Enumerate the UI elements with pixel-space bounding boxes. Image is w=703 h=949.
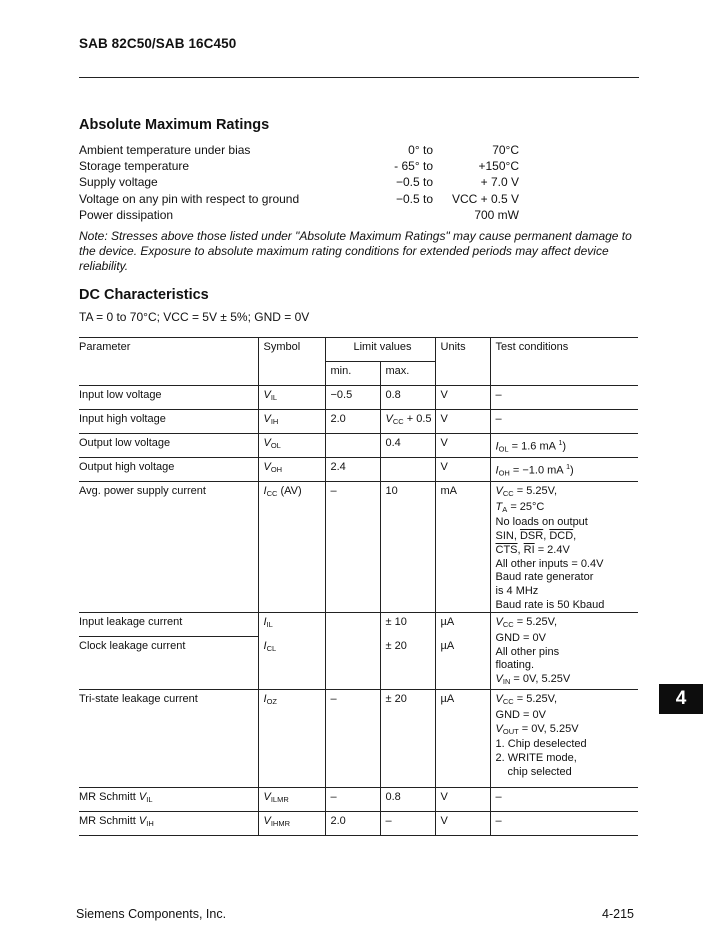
max-cell: 0.8 <box>380 788 435 812</box>
header-test-conditions: Test conditions <box>490 338 638 362</box>
rating-max: 700 mW <box>474 207 519 222</box>
max-cell: ± 20 <box>380 690 435 788</box>
min-cell: 2.4 <box>325 458 380 482</box>
min-cell <box>325 434 380 458</box>
param-output-high-voltage: Output high voltage <box>79 458 258 482</box>
max-cell <box>380 458 435 482</box>
test-cell-power: $V_{CC} = 5.25V$, $T_A = 25^\circ C$ No loads on output SIN, $\overline{DSR}$, $\overline{DCD}$, $\overline{CTS}$, $\overline{RI} = 2.4V$ All other inputs = 0.4V Baud rate generator is 4 MHz Baud rate is 50 Kbaud <box>490 482 638 613</box>
param-avg-power-supply-current: Avg. power supply current <box>79 482 258 613</box>
param-input-high-voltage: Input high voltage <box>79 410 258 434</box>
unit-cell: V <box>435 434 490 458</box>
rating-min: 0° to <box>408 143 433 157</box>
table-row <box>79 458 638 482</box>
min-cell: – <box>325 690 380 788</box>
param-input-low-voltage: Input low voltage <box>79 386 258 410</box>
header-symbol: Symbol <box>258 338 325 362</box>
dc-conditions: TA = 0 to 70°C; VCC = 5V ± 5%; GND = 0V <box>79 310 310 324</box>
param-mr-schmitt-vih: MR Schmitt $V_{IH}$ <box>79 812 258 836</box>
ratings-row <box>79 174 519 190</box>
table-row <box>79 386 638 410</box>
table-row <box>79 482 638 613</box>
rating-label: Ambient temperature under bias <box>79 143 251 157</box>
rating-min <box>371 207 433 223</box>
table-row <box>79 788 638 812</box>
header-units: Units <box>435 338 490 362</box>
rating-min: - 65° to <box>394 159 433 174</box>
rating-min: −0.5 to <box>395 175 433 190</box>
param-tri-state-leakage-current: Tri-state leakage current <box>79 690 258 788</box>
table-row <box>79 410 638 434</box>
rating-max: + 7.0 V <box>480 175 519 190</box>
param-output-low-voltage: Output low voltage <box>79 434 258 458</box>
rating-label: Storage temperature <box>79 159 190 174</box>
max-cell: – <box>380 812 435 836</box>
footer-publisher: Siemens Components, Inc. <box>76 907 227 921</box>
max-cell: 10 <box>380 482 435 613</box>
ratings-note: Note: Stresses above those listed under "Absolute Maximum Ratings" may cause permanent damage to the device. Exposure to absolute maximum rating conditions for extended periods may affect device reliability. <box>79 229 632 273</box>
max-cell: 0.4 <box>380 434 435 458</box>
header-min: min. <box>325 362 380 386</box>
param-input-leakage-current: Input leakage current <box>79 613 258 637</box>
unit-cell: µA <box>435 637 490 690</box>
min-cell: 2.0 <box>325 812 380 836</box>
document-header: SAB 82C50/SAB 16C450 <box>79 36 237 51</box>
symbol-cell: $I_{CC}$ (AV) <box>258 482 325 613</box>
ratings-row <box>79 207 519 223</box>
unit-cell: mA <box>435 482 490 613</box>
test-cell: – <box>490 410 638 434</box>
max-cell: ± 10 <box>380 613 435 637</box>
test-cell-tristate: $V_{CC} = 5.25V$, GND = 0V $V_{OUT} = 0V$, 5.25V 1. Chip deselected 2. WRITE mode, chip selected <box>490 690 638 788</box>
test-cell-leakage: $V_{CC} = 5.25V$, GND = 0V All other pins floating. $V_{IN} = 0V$, 5.25V <box>490 613 638 690</box>
test-cell: – <box>490 788 638 812</box>
table-row <box>79 812 638 836</box>
min-cell: – <box>325 482 380 613</box>
rating-min: −0.5 to <box>395 191 433 206</box>
symbol-cell: $I_{IL}$ <box>258 613 325 637</box>
unit-cell: V <box>435 410 490 434</box>
symbol-cell: $I_{CL}$ <box>258 637 325 690</box>
ratings-row <box>79 158 519 174</box>
min-cell <box>325 637 380 690</box>
dc-characteristics-table <box>79 337 638 836</box>
dc-header-row <box>79 338 638 362</box>
footer-page-number: 4-215 <box>602 907 634 921</box>
unit-cell: µA <box>435 613 490 637</box>
table-row <box>79 690 638 788</box>
unit-cell: V <box>435 386 490 410</box>
symbol-cell: $V_{IL}$ <box>258 386 325 410</box>
min-cell: – <box>325 788 380 812</box>
min-cell: −0.5 <box>325 386 380 410</box>
param-mr-schmitt-vil: MR Schmitt $V_{IL}$ <box>79 788 258 812</box>
dc-characteristics-title: DC Characteristics <box>79 287 209 303</box>
rating-max: 70°C <box>492 143 519 157</box>
symbol-cell: $I_{OZ}$ <box>258 690 325 788</box>
max-cell: ± 20 <box>380 637 435 690</box>
absolute-ratings-title: Absolute Maximum Ratings <box>79 117 270 133</box>
rating-max: +150°C <box>478 159 519 174</box>
unit-cell: V <box>435 788 490 812</box>
symbol-cell: $V_{IH}$ <box>258 410 325 434</box>
param-clock-leakage-current: Clock leakage current <box>79 637 258 690</box>
unit-cell: V <box>435 812 490 836</box>
symbol-cell: $V_{ILMR}$ <box>258 788 325 812</box>
header-limit-values: Limit values <box>325 338 435 362</box>
test-cell: $I_{OH} = -1.0$ mA $^1$) <box>490 458 638 482</box>
min-cell: 2.0 <box>325 410 380 434</box>
symbol-cell: $V_{OL}$ <box>258 434 325 458</box>
test-cell: $I_{OL} = 1.6$ mA $^1$) <box>490 434 638 458</box>
rating-label: Supply voltage <box>79 175 158 190</box>
header-max: max. <box>380 362 435 386</box>
table-row <box>79 434 638 458</box>
unit-cell: V <box>435 458 490 482</box>
rating-label: Power dissipation <box>79 207 174 222</box>
max-cell: $V_{CC} + 0.5$ <box>380 410 435 434</box>
symbol-cell: $V_{IHMR}$ <box>258 812 325 836</box>
header-parameter: Parameter <box>79 338 258 362</box>
table-row <box>79 613 638 637</box>
min-cell <box>325 613 380 637</box>
absolute-ratings-table <box>79 142 519 223</box>
header-divider <box>79 77 639 78</box>
test-cell: – <box>490 812 638 836</box>
test-cell: – <box>490 386 638 410</box>
rating-label: Voltage on any pin with respect to ground <box>79 191 300 206</box>
symbol-cell: $V_{OH}$ <box>258 458 325 482</box>
chapter-tab: 4 <box>659 684 703 714</box>
unit-cell: µA <box>435 690 490 788</box>
ratings-row <box>79 142 519 158</box>
max-cell: 0.8 <box>380 386 435 410</box>
rating-max: VCC + 0.5 V <box>451 191 519 206</box>
ratings-row <box>79 191 519 207</box>
dc-subheader-row <box>79 362 638 386</box>
